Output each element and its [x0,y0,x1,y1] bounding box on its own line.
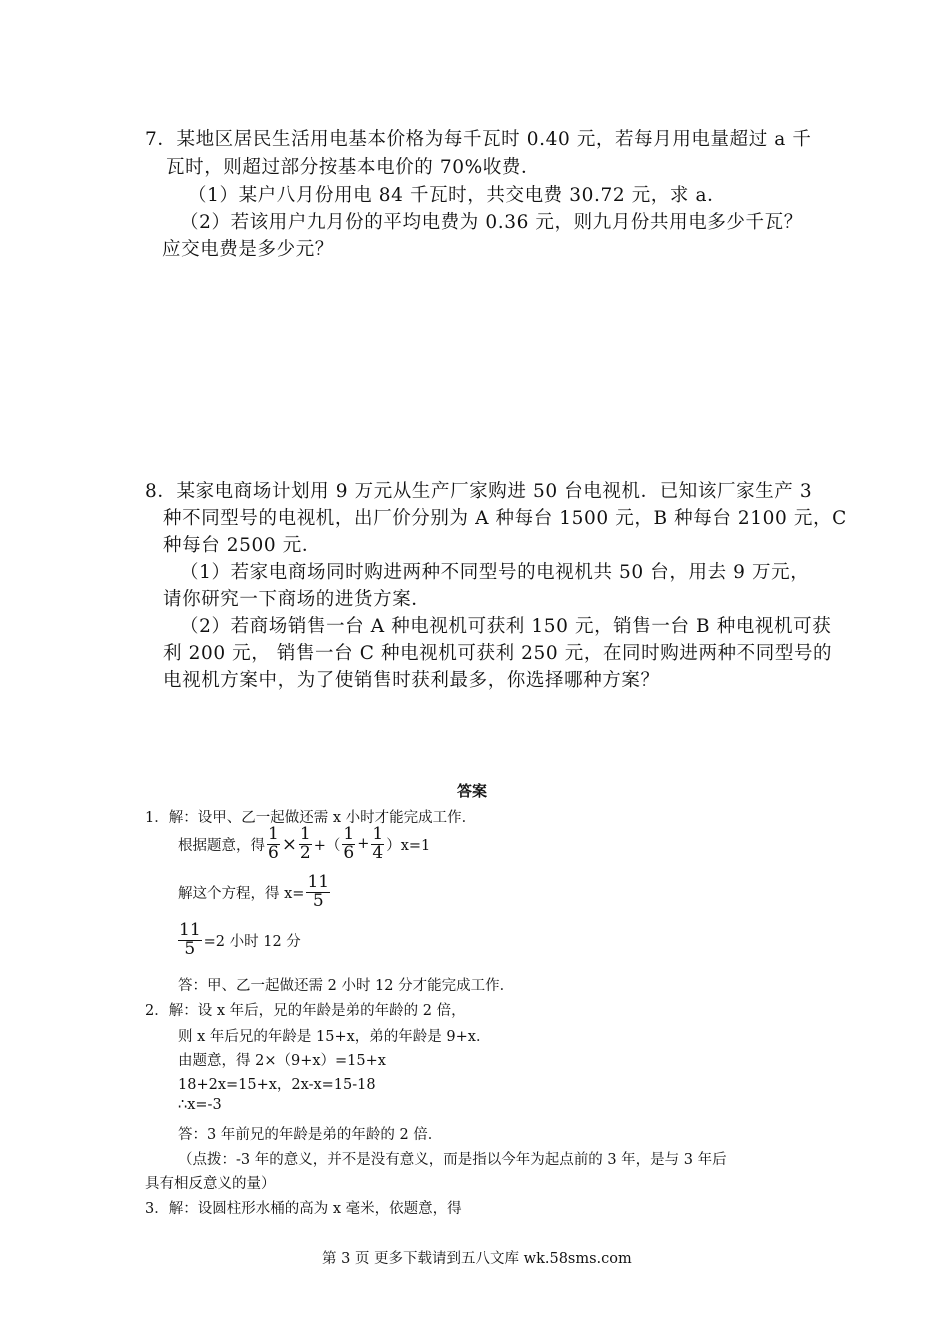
a2-line-3: 由题意，得 2×（9+x）=15+x [178,1053,386,1069]
a1-solve [178,874,332,911]
a1-answer: 答：甲、乙一起做还需 2 小时 12 分才能完成工作． [178,978,515,994]
q8-line-8: 电视机方案中，为了使销售时获利最多，你选择哪种方案？ [163,670,660,691]
a1-plus-paren: +（ [313,837,341,854]
a1-fraction-1-den: 6 [268,842,279,863]
a1-fraction-3-num: 1 [343,824,355,844]
a1-fraction-4-den: 4 [372,842,384,863]
a1-conversion-suffix: =2 小时 12 分 [203,933,301,950]
a1-eq-suffix: ）x=1 [386,837,431,854]
a3-line-1: 3．解：设圆柱形水桶的高为 x 毫米，依题意，得 [145,1201,462,1217]
a1-fraction-3-den: 6 [343,842,355,863]
a2-line-4: 18+2x=15+x，2x-x=15-18 [178,1077,376,1093]
answers-title: 答案 [457,782,488,800]
q7-line-2: 瓦时，则超过部分按基本电价的 70%收费． [166,157,541,178]
q8-line-1: 8．某家电商场计划用 9 万元从生产厂家购进 50 台电视机．已知该厂家生产 3 [145,481,813,502]
q8-line-3: 种每台 2500 元． [163,535,321,556]
a2-line-1: 2．解：设 x 年后，兄的年龄是弟的年龄的 2 倍， [145,1003,466,1019]
a1-times: × [281,833,297,855]
a1-solution-fraction [306,874,330,911]
a2-line-5: ∴x=-3 [178,1097,222,1113]
q8-line-4: （1）若家电商场同时购进两种不同型号的电视机共 50 台，用去 9 万元， [180,562,810,583]
a1-solution-num: 11 [307,872,330,892]
a2-line-8: 具有相反意义的量） [145,1176,276,1192]
a2-line-2: 则 x 年后兄的年龄是 15+x，弟的年龄是 9+x． [178,1029,491,1045]
a1-conversion [176,922,301,959]
q8-line-5: 请你研究一下商场的进货方案． [163,589,431,610]
a1-plus: + [357,836,370,853]
page-footer: 第 3 页 更多下载请到五八文库 wk.58sms.com [322,1251,632,1267]
a1-conversion-num: 11 [179,920,201,940]
a1-conversion-fraction [178,922,202,959]
a1-fraction-3 [342,826,355,863]
a2-line-7: （点拨：-3 年的意义，并不是没有意义，而是指以今年为起点前的 3 年，是与 3 年后 [178,1152,727,1168]
a1-eq-prefix: 根据题意，得 [178,837,265,854]
q8-line-7: 利 200 元， 销售一台 C 种电视机可获利 250 元，在同时购进两种不同型号的 [163,643,833,664]
a1-line-1: 1．解：设甲、乙一起做还需 x 小时才能完成工作． [145,810,477,826]
q7-line-5: 应交电费是多少元？ [162,239,334,260]
q7-line-1: 7．某地区居民生活用电基本价格为每千瓦时 0.40 元，若每月用电量超过 a 千 [145,129,812,150]
a1-fraction-1 [267,826,280,863]
a1-equation [178,826,430,863]
a1-fraction-2 [299,826,312,863]
a1-fraction-1-num: 1 [268,824,279,844]
a1-solve-prefix: 解这个方程，得 x= [178,885,305,902]
a2-line-6: 答：3 年前兄的年龄是弟的年龄的 2 倍． [178,1127,443,1143]
a1-conversion-den: 5 [184,938,196,959]
q8-line-2: 种不同型号的电视机，出厂价分别为 A 种每台 1500 元，B 种每台 2100 元，C [163,508,847,529]
a1-solution-den: 5 [312,890,324,911]
a1-fraction-2-num: 1 [299,824,311,844]
q7-line-4: （2）若该用户九月份的平均电费为 0.36 元，则九月份共用电多少千瓦？ [180,212,803,233]
a1-fraction-4 [371,826,384,863]
q8-line-6: （2）若商场销售一台 A 种电视机可获利 150 元，销售一台 B 种电视机可获 [180,616,832,637]
a1-fraction-2-den: 2 [299,842,311,863]
a1-fraction-4-num: 1 [372,824,384,844]
q7-line-3: （1）某户八月份用电 84 千瓦时，共交电费 30.72 元，求 a． [188,185,727,206]
